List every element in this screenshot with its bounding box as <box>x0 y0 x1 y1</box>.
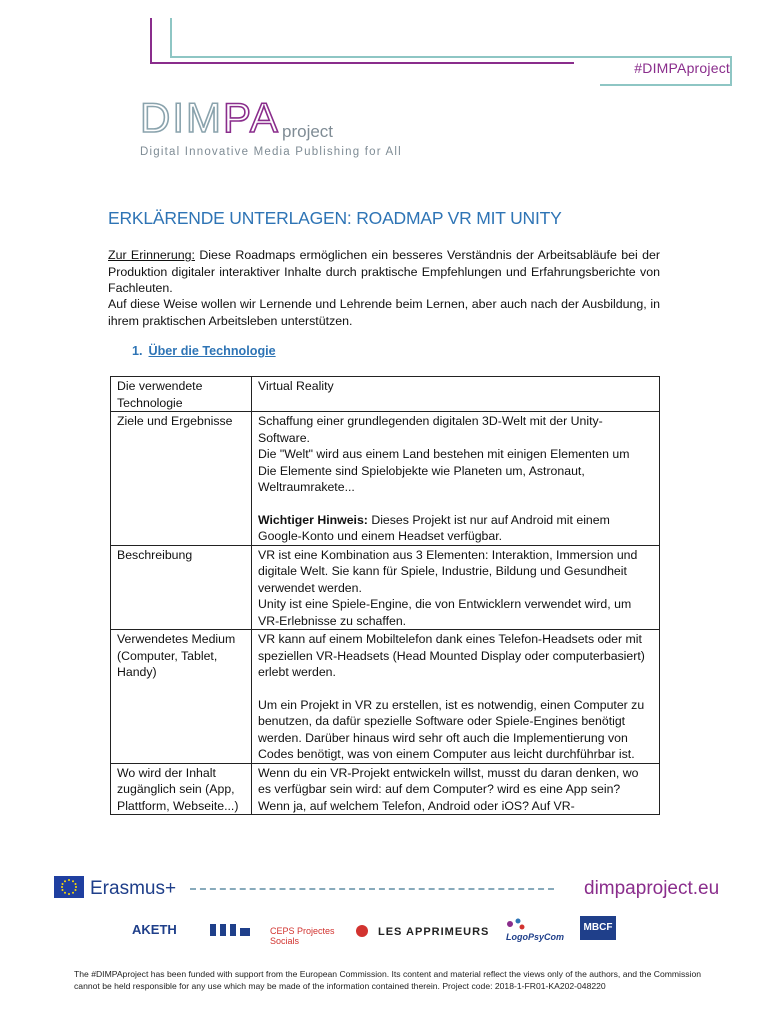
header-line-lower <box>600 84 730 86</box>
row-content <box>252 545 660 630</box>
row-paragraph: VR kann auf einem Mobiltelefon dank eines Telefon-Headsets oder mit speziellen VR-Headsets (Head Mounted Display oder computerbasiert) erlebt werden. <box>258 632 645 679</box>
dimpa-logo <box>140 94 280 142</box>
row-paragraph: Die Elemente sind Spielobjekte wie Planeten um, Astronaut, Weltraumrakete... <box>258 463 585 494</box>
row-paragraph: VR ist eine Kombination aus 3 Elementen: Interaktion, Immersion und digitale Welt. Sie kann für Spiele, Industrie, Bildung und Gesundheit verwendet werden. <box>258 547 638 595</box>
logo-part-dim: DIM <box>140 94 223 141</box>
eu-flag-icon <box>54 876 84 898</box>
table-row <box>111 377 660 412</box>
row-paragraph: Wenn du ein VR-Projekt entwickeln willst, musst du daran denken, wo es verfügbar sein wird: auf dem Computer? wird es eine App sein? Wenn ja, auf welchem Telefon, Android oder iOS? Auf VR- <box>258 765 639 813</box>
row-label: Wo wird der Inhalt zugänglich sein (App, Plattform, Webseite...) <box>111 763 252 815</box>
technology-table <box>110 376 660 815</box>
row-label: Die verwendete Technologie <box>111 377 252 412</box>
funding-disclaimer: The #DIMPAproject has been funded with support from the European Commission. Its content and material reflect the views only of the authors, and the Commission cannot be held responsible for any use which may be made of the information contained therein. Project code: 2018-1-FR01-KA202-048220 <box>74 969 702 991</box>
intro-paragraph <box>108 247 660 297</box>
table-row <box>111 545 660 630</box>
row-label: Beschreibung <box>111 545 252 630</box>
logo-part-pa: PA <box>223 94 280 141</box>
logopsycom-label: LogoPsyCom <box>506 932 565 942</box>
hashtag-label: #DIMPAproject <box>634 60 730 76</box>
logo-project-word: project <box>282 122 334 141</box>
partner-logo-ceps: CEPS Projectes Socials <box>270 926 335 946</box>
row-paragraph: Schaffung einer grundlegenden digitalen 3D-Welt mit der Unity-Software. <box>258 414 603 445</box>
row-content <box>252 763 660 815</box>
partner-logo-bfi <box>208 920 258 943</box>
row-paragraph: Virtual Reality <box>258 379 334 393</box>
section-number: 1. <box>132 344 143 358</box>
row-paragraph: Die "Welt" wird aus einem Land bestehen mit einigen Elementen um <box>258 447 630 461</box>
header-line-right-vertical <box>730 56 732 86</box>
section-title: Über die Technologie <box>148 344 276 358</box>
partner-logo-apprimeurs: LES APPRIMEURS <box>378 926 490 938</box>
section-heading <box>132 344 276 358</box>
header-line-horizontal-teal <box>170 56 730 58</box>
table-row <box>111 630 660 764</box>
table-row <box>111 412 660 546</box>
ceps-dot-icon <box>356 925 368 937</box>
row-content <box>252 630 660 764</box>
document-title: ERKLÄRENDE UNTERLAGEN: ROADMAP VR MIT UNITY <box>108 208 562 228</box>
partner-logo-aketh: AKETH <box>132 922 177 937</box>
row-content <box>252 412 660 546</box>
row-paragraph: Um ein Projekt in VR zu erstellen, ist es notwendig, einen Computer zu benutzen, da dafür spezielle Software oder Spiele-Engines benötigt werden. Darüber hinaus wird sehr oft auch die Implementierung von Codes benötigt, was von einem Computer aus leicht durchführbar ist. <box>258 697 645 761</box>
intro-paragraph-2: Auf diese Weise wollen wir Lernende und Lehrende beim Lernen, aber auch nach der Ausbildung, in ihrem praktischen Arbeitsleben unterstützen. <box>108 297 660 328</box>
note-text: Dieses Projekt ist nur auf Android mit einem Google-Konto und einem Headset verfügbar. <box>258 512 610 543</box>
molecule-icon <box>506 918 526 930</box>
erasmus-logo: Erasmus+ <box>90 878 177 899</box>
bfi-logo-icon <box>208 920 258 940</box>
partner-logo-logopsycom <box>506 918 564 942</box>
footer-divider <box>190 888 554 890</box>
logo-tagline: Digital Innovative Media Publishing for All <box>140 146 402 158</box>
row-label: Verwendetes Medium (Computer, Tablet, Handy) <box>111 630 252 764</box>
row-label: Ziele und Ergebnisse <box>111 412 252 546</box>
intro-label: Zur Erinnerung: <box>108 248 195 262</box>
header-line-vertical-purple <box>150 18 152 64</box>
table-row <box>111 763 660 815</box>
row-content <box>252 377 660 412</box>
header-line-vertical-teal <box>170 18 172 58</box>
note-label: Wichtiger Hinweis: <box>258 512 368 527</box>
header-line-horizontal-purple <box>150 62 574 64</box>
intro-text: Diese Roadmaps ermöglichen ein besseres Verständnis der Arbeitsabläufe bei der Produktion digitaler interaktiver Inhalte durch praktische Empfehlungen und Erfahrungsberichte von Fachleuten. <box>108 248 660 295</box>
important-note <box>258 512 653 545</box>
partner-logo-mbcf: MBCF <box>580 916 616 940</box>
row-paragraph: Unity ist eine Spiele-Engine, die von Entwicklern verwendet wird, um VR-Erlebnisse zu schaffen. <box>258 597 632 628</box>
website-link[interactable]: dimpaproject.eu <box>584 878 720 899</box>
